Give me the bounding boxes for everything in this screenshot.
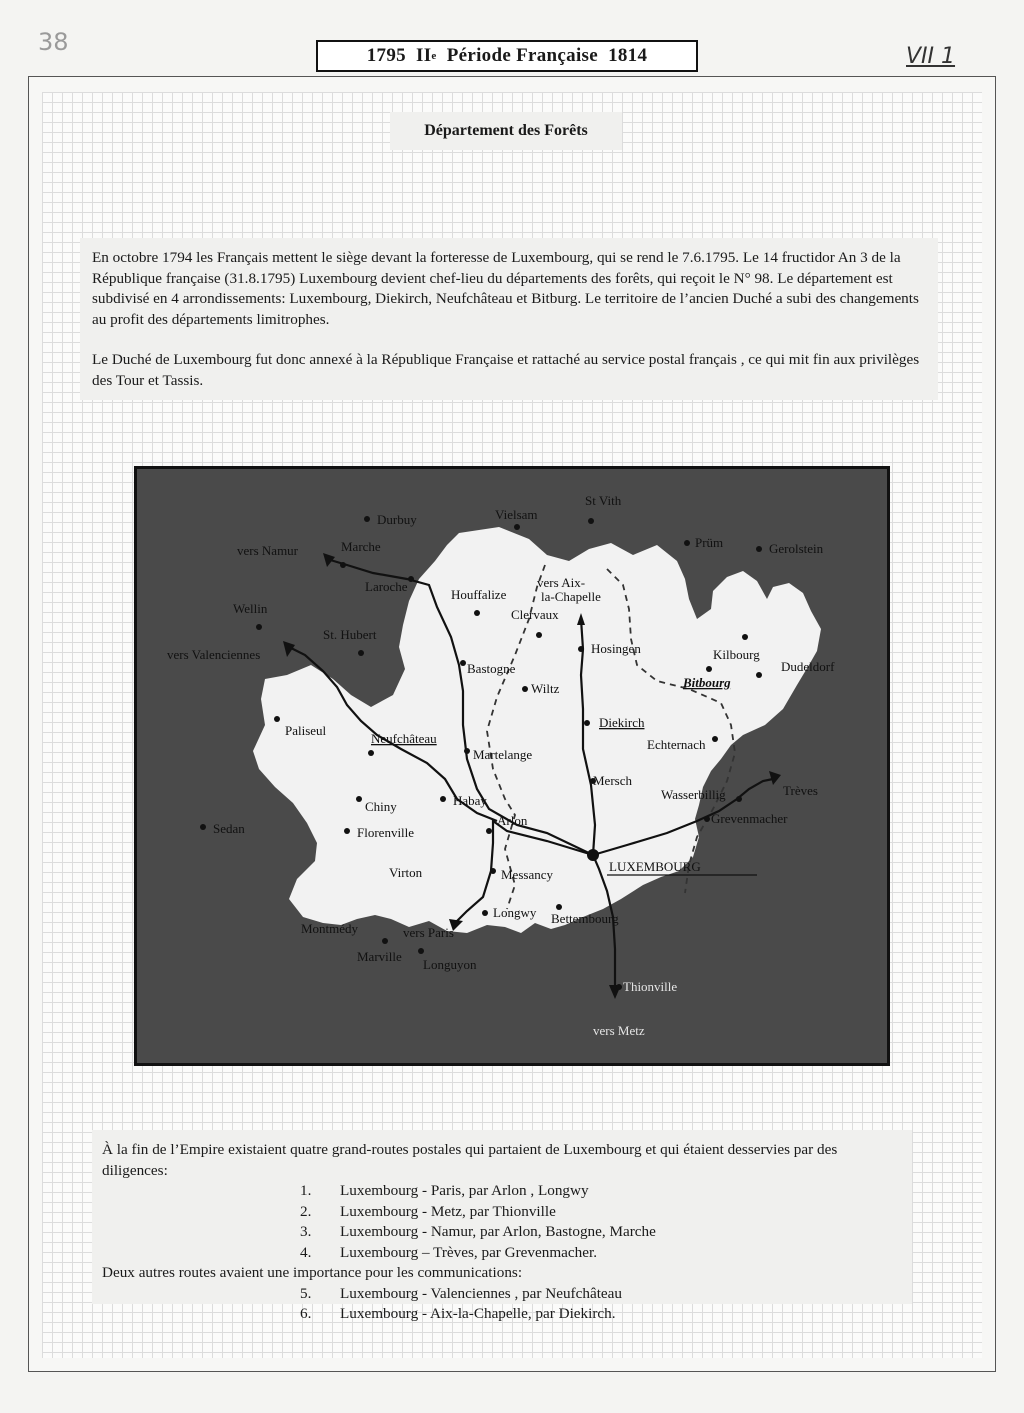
dot-laroche: [408, 576, 414, 582]
dot-diekirch: [584, 720, 590, 726]
label-chiny: Chiny: [365, 799, 397, 814]
label-montmedy: Montmédy: [301, 921, 359, 936]
department-map: [137, 469, 887, 1063]
label-grevenmacher: Grevenmacher: [711, 811, 788, 826]
label-kilbourg: Kilbourg: [713, 647, 760, 662]
dot-neufchateau: [368, 750, 374, 756]
label-vielsam: Vielsam: [495, 507, 538, 522]
label-paliseul: Paliseul: [285, 723, 327, 738]
arrow-treves: [769, 771, 781, 785]
dot-prum: [684, 540, 690, 546]
route-item: [300, 1222, 902, 1243]
dot-st-hubert: [358, 650, 364, 656]
route-text: Luxembourg - Aix-la-Chapelle, par Diekirch.: [340, 1305, 616, 1322]
routes-text-box: [92, 1130, 912, 1322]
dot-longuyon: [418, 948, 424, 954]
label-echternach: Echternach: [647, 737, 706, 752]
label-st-hubert: St. Hubert: [323, 627, 377, 642]
label-treves: Trèves: [783, 783, 818, 798]
route-text: Luxembourg - Metz, par Thionville: [340, 1202, 556, 1220]
dot-durbuy: [364, 516, 370, 522]
dot-wasserbillig: [736, 796, 742, 802]
routes-intro: À la fin de l’Empire existaient quatre grand-routes postales qui partaient de Luxembourg et qui étaient desservies par des diligences:: [102, 1141, 838, 1179]
page-number: 38: [38, 28, 69, 56]
dot-chiny: [356, 796, 362, 802]
dot-florenville: [344, 828, 350, 834]
route-text: Luxembourg – Trèves, par Grevenmacher.: [340, 1243, 597, 1261]
route-num: 1.: [300, 1182, 312, 1199]
route-num: 3.: [300, 1223, 312, 1240]
header-period: Période Française: [446, 45, 598, 66]
label-prum: Prüm: [695, 535, 724, 550]
label-durbuy: Durbuy: [377, 512, 417, 527]
dot-echternach: [712, 736, 718, 742]
dot-hosingen: [578, 646, 584, 652]
route-item: [300, 1284, 902, 1305]
route-text: Luxembourg - Valenciennes , par Neufchâteau: [340, 1284, 622, 1302]
label-longuyon: Longuyon: [423, 957, 477, 972]
header-roman: II: [416, 45, 432, 66]
label-wiltz: Wiltz: [531, 681, 560, 696]
label-mersch: Mersch: [593, 773, 632, 788]
route-item: [300, 1243, 902, 1264]
dot-marville: [382, 938, 388, 944]
header-year-start: 1795: [366, 45, 406, 66]
page-code: VII 1: [906, 44, 956, 69]
dot-bettembourg: [556, 904, 562, 910]
dot-houffalize: [474, 610, 480, 616]
dot-marche: [340, 562, 346, 568]
header-banner: [316, 40, 698, 72]
routes-other-intro: Deux autres routes avaient une importance pour les communications:: [102, 1264, 523, 1281]
label-martelange: Martelange: [473, 747, 533, 762]
dot-wiltz: [522, 686, 528, 692]
dot-vielsam: [514, 524, 520, 530]
dot-clervaux: [536, 632, 542, 638]
route-text: Luxembourg - Namur, par Arlon, Bastogne, Marche: [340, 1223, 656, 1240]
label-virton: Virton: [389, 865, 423, 880]
intro-paragraph-1: En octobre 1794 les Français mettent le siège devant la forteresse de Luxembourg, qui se rend le 7.6.1795. Le 14 fructidor An 3 de la République française (31.8.1795) Luxembourg devient chef-lieu du départements des forêts, qui reçoit le N° 98. Le département est subdivisé en 4 arrondissements: Luxembourg, Diekirch, Neufchâteau et Bitburg. Le territoire de l’ancien Duché a subi des changements au profit des départements limitrophes.: [92, 249, 919, 328]
label-messancy: Messancy: [501, 867, 553, 882]
dot-martelange: [464, 748, 470, 754]
route-num: 2.: [300, 1202, 312, 1220]
label-neufchateau: Neufchâteau: [371, 731, 437, 746]
intro-paragraph-2: Le Duché de Luxembourg fut donc annexé à la République Française et rattaché au service postal français , ce qui mit fin aux privilèges des Tour et Tassis.: [92, 351, 920, 389]
route-item: [300, 1304, 902, 1325]
label-arlon: Arlon: [497, 813, 528, 828]
dot-arlon: [486, 828, 492, 834]
label-clervaux: Clervaux: [511, 607, 559, 622]
label-bettembourg: Bettembourg: [551, 911, 619, 926]
label-marche: Marche: [341, 539, 381, 554]
label-vers-metz: vers Metz: [593, 1023, 645, 1038]
label-vers-namur: vers Namur: [237, 543, 299, 558]
route-num: 4.: [300, 1243, 312, 1261]
dot-wellin: [256, 624, 262, 630]
label-wasserbillig: Wasserbillig: [661, 787, 726, 802]
dot-bastogne: [460, 660, 466, 666]
route-text: Luxembourg - Paris, par Arlon , Longwy: [340, 1182, 589, 1199]
route-item: [300, 1181, 902, 1202]
header-year-end: 1814: [608, 45, 648, 66]
label-thionville: Thionville: [623, 979, 678, 994]
label-habay: Habay: [453, 793, 487, 808]
dot-sedan: [200, 824, 206, 830]
label-marville: Marville: [357, 949, 402, 964]
label-la-chapelle: la-Chapelle: [541, 589, 601, 604]
label-sedan: Sedan: [213, 821, 245, 836]
label-wellin: Wellin: [233, 601, 268, 616]
label-gerolstein: Gerolstein: [769, 541, 824, 556]
route-item: [300, 1202, 902, 1223]
label-houffalize: Houffalize: [451, 587, 507, 602]
dot-kilbourg: [742, 634, 748, 640]
dot-st-vith: [588, 518, 594, 524]
dot-longwy: [482, 910, 488, 916]
dot-dudeldorf: [756, 672, 762, 678]
route-num: 5.: [300, 1284, 312, 1302]
dot-messancy: [490, 868, 496, 874]
label-hosingen: Hosingen: [591, 641, 641, 656]
label-diekirch: Diekirch: [599, 715, 645, 730]
map-frame: [134, 466, 890, 1066]
label-vers-valenciennes: vers Valenciennes: [167, 647, 261, 662]
route-num: 6.: [300, 1305, 312, 1322]
label-vers-paris: vers Paris: [403, 925, 454, 940]
dot-bitbourg: [706, 666, 712, 672]
dot-thionville: [616, 984, 622, 990]
label-vers-aix: vers Aix-: [537, 575, 586, 590]
label-bitbourg: Bitbourg: [683, 675, 731, 690]
dot-grevenmacher: [704, 816, 710, 822]
intro-text-box: [80, 238, 938, 400]
label-dudeldorf: Dudeldorf: [781, 659, 835, 674]
label-longwy: Longwy: [493, 905, 537, 920]
dot-paliseul: [274, 716, 280, 722]
dot-habay: [440, 796, 446, 802]
label-florenville: Florenville: [357, 825, 415, 840]
label-st-vith: St Vith: [585, 493, 622, 508]
luxembourg-dot: [587, 849, 599, 861]
label-laroche: Laroche: [365, 579, 408, 594]
dot-gerolstein: [756, 546, 762, 552]
header-roman-sup: e: [431, 50, 437, 62]
section-title: Département des Forêts: [390, 112, 622, 150]
label-luxembourg: LUXEMBOURG: [609, 859, 701, 874]
label-bastogne: Bastogne: [467, 661, 516, 676]
